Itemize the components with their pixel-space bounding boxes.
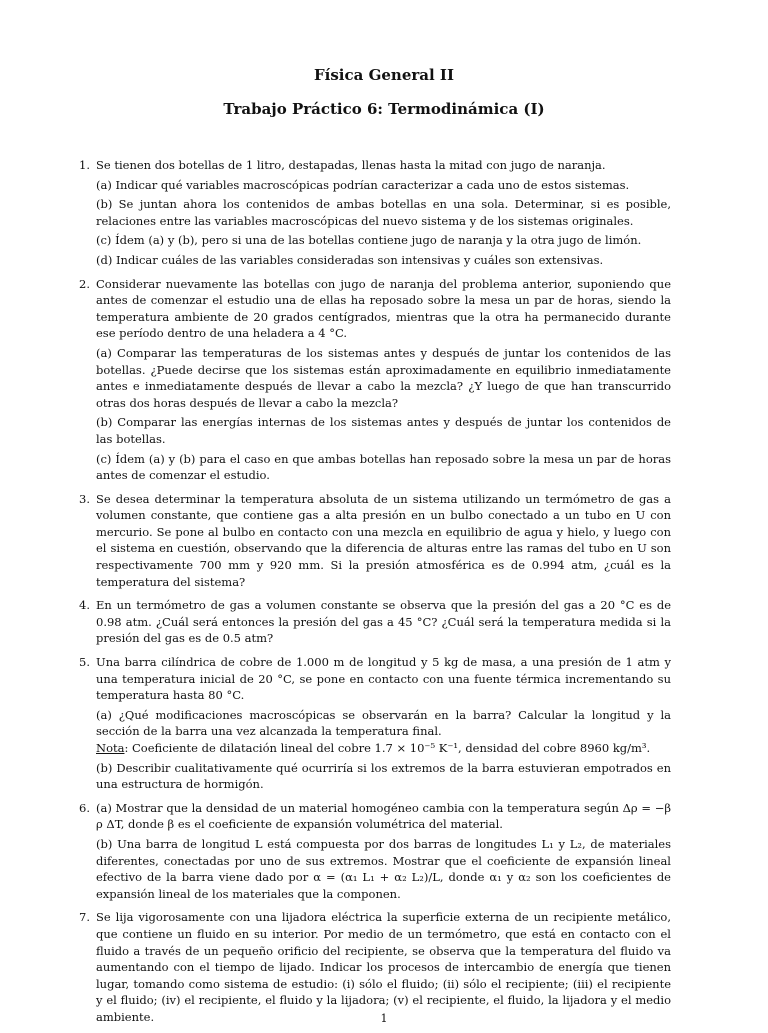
problem-statement: En un termómetro de gas a volumen constante se observa que la presión del gas a 20 °C es de 0.98 atm. ¿Cuál será entonces la presión del gas a 45 °C? ¿Cuál será la temperatura medida si la presión del gas es de 0.5 atm? bbox=[96, 598, 671, 646]
problem-part: (b) Una barra de longitud L está compuesta por dos barras de longitudes L₁ y L₂, de materiales diferentes, conectadas por uno de sus extremos. Mostrar que el coeficiente de expansión lineal efectivo de la barra viene dado por α = (α₁ L₁ + α₂ L₂)/L, donde α₁ y α₂ son los coeficientes de expansión lineal de los materiales que la componen. bbox=[96, 836, 671, 901]
problem-number: 7. bbox=[79, 910, 90, 925]
problem-number: 1. bbox=[79, 158, 90, 172]
problem-list bbox=[79, 157, 671, 1033]
problem-part: (b) Se juntan ahora los contenidos de ambas botellas en una sola. Determinar, si es posible, relaciones entre las variables macroscópicas del nuevo sistema y de los sistemas originales. bbox=[96, 197, 671, 228]
problem-3 bbox=[79, 491, 671, 591]
problem-part bbox=[96, 707, 671, 757]
problem-5 bbox=[79, 654, 671, 793]
note-label: Nota bbox=[96, 741, 125, 755]
problem-statement: Se tienen dos botellas de 1 litro, destapadas, llenas hasta la mitad con jugo de naranja. bbox=[96, 158, 606, 172]
problem-part: (d) Indicar cuáles de las variables consideradas son intensivas y cuáles son extensivas. bbox=[96, 252, 604, 267]
problem-number: 4. bbox=[79, 598, 90, 613]
assignment-title: Trabajo Práctico 6: Termodinámica (I) bbox=[223, 100, 545, 118]
problem-statement: Considerar nuevamente las botellas con jugo de naranja del problema anterior, suponiendo que antes de comenzar el estudio una de ellas ha reposado sobre la mesa un par de horas, siendo la temperatura ambiente de 20 grados centígrados, mientras que la otra ha permanecido durante ese período dentro de una heladera a 4 °C. bbox=[96, 276, 671, 341]
problem-number: 2. bbox=[79, 276, 90, 291]
problem-number: 6. bbox=[79, 800, 90, 815]
problem-6 bbox=[79, 800, 671, 903]
problem-statement: Se desea determinar la temperatura absoluta de un sistema utilizando un termómetro de gas a volumen constante, que contiene gas a alta presión en un bulbo conectado a un tubo en U con mercurio. Se pone al bulbo en contacto con una mezcla en equilibrio de agua y hielo, y luego con el sistema en cuestión, observando que la diferencia de alturas entre las ramas del tubo en U son respectivamente 700 mm y 920 mm. Si la presión atmosférica es de 0.994 atm, ¿cuál es la temperatura del sistema? bbox=[96, 491, 671, 589]
course-title: Física General II bbox=[314, 66, 454, 84]
part-text: (a) ¿Qué modificaciones macroscópicas se observarán en la barra? Calcular la longitud y la sección de la barra una vez alcanzada la temperatura final. bbox=[96, 707, 671, 739]
problem-1 bbox=[79, 157, 671, 269]
problem-part: (a) Comparar las temperaturas de los sistemas antes y después de juntar los contenidos de las botellas. ¿Puede decirse que los sistemas están aproximadamente en equilibrio inmediatamente antes e inmediatamente después de llevar a cabo la mezcla? ¿Y luego de que han transcurrido otras dos horas después de llevar a cabo la mezcla? bbox=[96, 345, 671, 410]
problem-number: 3. bbox=[79, 491, 90, 506]
problem-part: (a) Indicar qué variables macroscópicas podrían caracterizar a cada uno de estos sistemas. bbox=[96, 177, 630, 192]
problem-statement: (a) Mostrar que la densidad de un material homogéneo cambia con la temperatura según Δρ = −β ρ ΔT, donde β es el coeficiente de expansión volumétrica del material. bbox=[96, 800, 671, 832]
page-number: 1 bbox=[380, 1012, 388, 1025]
problem-number: 5. bbox=[79, 655, 90, 670]
note-text: : Coeficiente de dilatación lineal del cobre 1.7 × 10⁻⁵ K⁻¹, densidad del cobre 8960 kg/m³. bbox=[124, 741, 651, 755]
problem-4 bbox=[79, 597, 671, 647]
problem-part: (b) Comparar las energías internas de los sistemas antes y después de juntar los contenidos de las botellas. bbox=[96, 415, 671, 446]
problem-7 bbox=[79, 909, 671, 1025]
problem-2 bbox=[79, 276, 671, 484]
problem-part: (c) Ídem (a) y (b) para el caso en que ambas botellas han reposado sobre la mesa un par de horas antes de comenzar el estudio. bbox=[96, 451, 671, 483]
problem-statement: Se lija vigorosamente con una lijadora eléctrica la superficie externa de un recipiente metálico, que contiene un fluido en su interior. Por medio de un termómetro, que está en contacto con el fluido a través de un pequeño orificio del recipiente, se observa que la temperatura del fluido va aumentando con el tiempo de lijado. Indicar los procesos de intercambio de energía que tienen lugar, tomando como sistema de estudio: (i) sólo el fluido; (ii) sólo el recipiente; (iii) el recipiente y el fluido; (iv) el recipiente, el fluido y la lijadora; (v) el recipiente, el fluido, la lijadora y el medio ambiente. bbox=[96, 910, 671, 1024]
problem-part: (b) Describir cualitativamente qué ocurriría si los extremos de la barra estuvieran empotrados en una estructura de hormigón. bbox=[96, 760, 671, 792]
problem-part: (c) Ídem (a) y (b), pero si una de las botellas contiene jugo de naranja y la otra jugo de limón. bbox=[96, 233, 642, 248]
problem-statement: Una barra cilíndrica de cobre de 1.000 m de longitud y 5 kg de masa, a una presión de 1 atm y una temperatura inicial de 20 °C, se pone en contacto con una fuente térmica incrementando su temperatura hasta 80 °C. bbox=[96, 655, 671, 703]
